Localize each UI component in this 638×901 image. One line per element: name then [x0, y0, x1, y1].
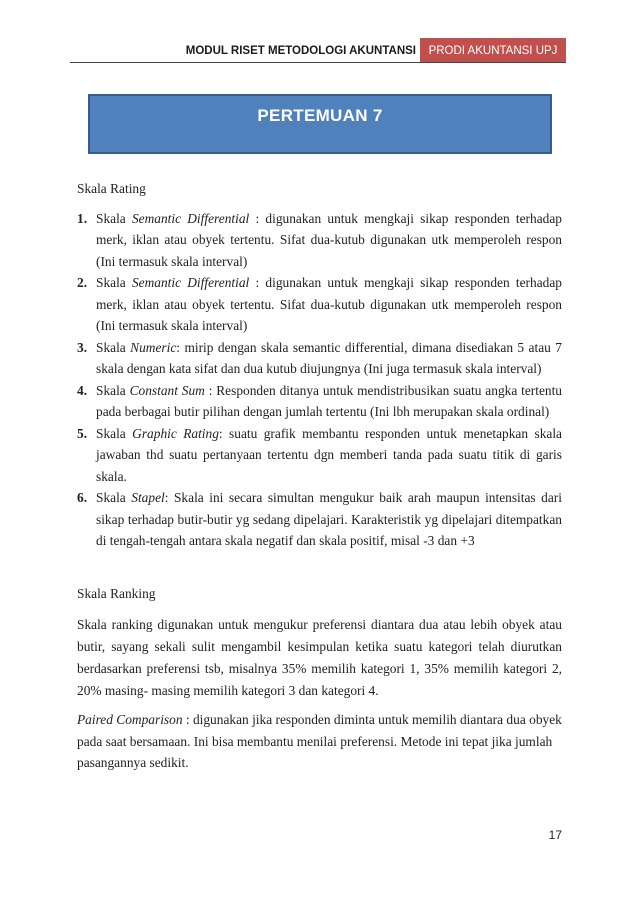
document-body: [77, 178, 562, 774]
header-title: MODUL RISET METODOLOGI AKUNTANSI: [185, 45, 416, 57]
list-text: : Responden ditanya untuk mendistribusikan suatu angka tertentu pada berbagai butir pilihan dengan jumlah tertentu (Ini lbh merupakan skala ordinal): [96, 382, 563, 419]
list-text: : digunakan untuk mengkaji sikap responden terhadap merk, iklan atau obyek tertentu. Sifat dua-kutub digunakan utk memperoleh respon (Ini termasuk skala interval): [96, 275, 562, 333]
list-item: [77, 487, 562, 552]
list-text: : Skala ini secara simultan mengukur baik arah maupun intensitas dari sikap terhadap butir-butir yg sedang dipelajari. Karakteristik yg dipelajari ditempatkan di tengah-tengah antara skala negatif dan skala positif, misal -3 dan +3: [96, 490, 562, 548]
list-prefix: Skala: [96, 382, 130, 398]
rating-list: [77, 208, 562, 552]
list-number: 1.: [77, 210, 88, 226]
list-term: Stapel: [131, 490, 165, 505]
page-header: [0, 38, 638, 62]
list-number: 2.: [77, 275, 88, 290]
header-rule: [70, 62, 566, 63]
list-prefix: Skala: [96, 490, 132, 505]
list-term: Semantic Differential: [131, 275, 250, 290]
session-banner: [88, 94, 552, 154]
list-prefix: Skala: [96, 425, 133, 441]
list-text: : digunakan untuk mengkaji sikap responden terhadap merk, iklan atau obyek tertentu. Sifat dua-kutub digunakan utk memperoleh respon (Ini termasuk skala interval): [96, 210, 562, 269]
list-item: [77, 272, 562, 337]
page-number: 17: [548, 828, 562, 842]
list-number: 6.: [77, 490, 88, 505]
ranking-paragraph: Skala ranking digunakan untuk mengukur preferensi diantara dua atau lebih obyek atau butir, sayang sekali sulit mengambil kesimpulan ketika suatu kategori telah diurutkan berdasarkan preferensi tsb, misalnya 35% memilih kategori 1, 35% memilih kategori 2, 20% masing- masing memilih kategori 3 dan kategori 4.: [77, 617, 562, 698]
list-item: [77, 380, 562, 423]
list-text: : suatu grafik membantu responden untuk menetapkan skala jawaban thd suatu pertanyaan tertentu dgn memberi tanda pada suatu titik di garis skala.: [96, 425, 562, 484]
list-term: Constant Sum: [129, 382, 205, 398]
list-number: 4.: [77, 382, 88, 398]
list-prefix: Skala: [96, 339, 131, 355]
section-heading-ranking: Skala Ranking: [77, 585, 156, 601]
list-number: 5.: [77, 425, 88, 441]
list-item: [77, 337, 562, 380]
paired-term: Paired Comparison: [77, 712, 183, 727]
header-badge: PRODI AKUNTANSI UPJ: [420, 38, 566, 62]
list-item: [77, 423, 562, 488]
list-item: [77, 208, 562, 273]
banner-title: PERTEMUAN 7: [257, 106, 383, 125]
list-prefix: Skala: [96, 210, 132, 226]
list-prefix: Skala: [96, 275, 132, 290]
list-term: Semantic Differential: [131, 210, 250, 226]
section-heading-rating: Skala Rating: [77, 181, 146, 196]
paired-text: : digunakan jika responden diminta untuk memilih diantara dua obyek pada saat bersamaan. Ini bisa membantu menilai preferensi. Metode ini tepat jika jumlah pasangannya sedikit.: [77, 712, 562, 770]
list-number: 3.: [77, 339, 88, 355]
list-text: : mirip dengan skala semantic differential, dimana disediakan 5 atau 7 skala dengan kata sifat dan dua kutub diujungnya (Ini juga termasuk skala interval): [96, 339, 562, 376]
paired-comparison-paragraph: [77, 709, 562, 774]
list-term: Numeric: [130, 339, 177, 355]
list-term: Graphic Rating: [132, 425, 219, 441]
